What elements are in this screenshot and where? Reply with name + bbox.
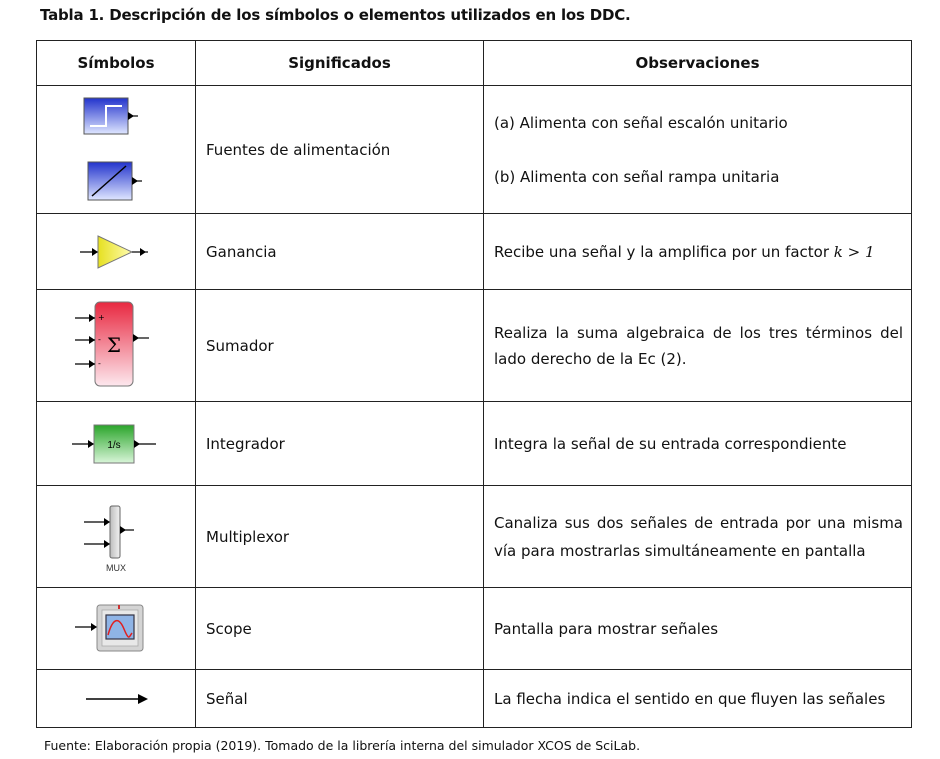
svg-text:+: + <box>98 312 105 322</box>
observation-cell: Integra la señal de su entrada correspondiente <box>484 402 912 486</box>
integrator-block-icon <box>68 421 164 467</box>
symbol-cell <box>37 402 196 486</box>
meaning-cell: Integrador <box>196 402 484 486</box>
multiplexer-block-icon <box>76 500 156 574</box>
svg-text:-: - <box>98 358 101 368</box>
mux-label: MUX <box>106 562 126 573</box>
observation-cell: La flecha indica el sentido en que fluyen las señales <box>484 670 912 728</box>
observation-cell <box>484 486 912 588</box>
meaning-cell: Sumador <box>196 290 484 402</box>
table-row <box>37 86 912 214</box>
sigma-label: Σ <box>106 332 122 357</box>
meaning-cell: Scope <box>196 588 484 670</box>
table-row <box>37 486 912 588</box>
meaning-cell: Multiplexor <box>196 486 484 588</box>
table-row <box>37 402 912 486</box>
source-footnote: Fuente: Elaboración propia (2019). Tomado de la librería interna del simulador XCOS de SciLab. <box>44 738 641 753</box>
arrow-right-icon <box>76 689 156 709</box>
observation-cell: Realiza la suma algebraica de los tres términos del lado derecho de la Ec (2). <box>484 290 912 402</box>
symbol-cell <box>37 214 196 290</box>
step-and-ramp-icons <box>76 94 156 206</box>
header-observations: Observaciones <box>484 41 912 86</box>
observation-cell: Pantalla para mostrar señales <box>484 588 912 670</box>
symbol-cell <box>37 86 196 214</box>
svg-text:-: - <box>98 334 101 344</box>
observation-text: Recibe una señal y la amplifica por un factor <box>494 242 834 261</box>
observation-step: (a) Alimenta con señal escalón unitario <box>494 113 788 132</box>
observation-text: Canaliza sus dos señales de entrada por una misma vía para mostrarlas simultáneamente en pantalla <box>494 513 903 560</box>
meaning-cell: Fuentes de alimentación <box>196 86 484 214</box>
header-symbols: Símbolos <box>37 41 196 86</box>
table-row <box>37 588 912 670</box>
observation-ramp: (b) Alimenta con señal rampa unitaria <box>494 167 780 186</box>
ramp-source-icon <box>88 162 142 200</box>
symbol-cell <box>37 290 196 402</box>
header-meanings: Significados <box>196 41 484 86</box>
gain-triangle-icon <box>76 232 156 272</box>
table-row <box>37 214 912 290</box>
table-header-row <box>37 41 912 86</box>
meaning-cell: Señal <box>196 670 484 728</box>
symbols-table <box>36 40 912 728</box>
symbol-cell <box>37 486 196 588</box>
table-row <box>37 290 912 402</box>
step-source-icon <box>84 98 138 134</box>
table-caption: Tabla 1. Descripción de los símbolos o elementos utilizados en los DDC. <box>40 6 631 24</box>
table-row <box>37 670 912 728</box>
observation-cell <box>484 214 912 290</box>
observation-cell <box>484 86 912 214</box>
symbol-cell <box>37 670 196 728</box>
integrator-label: 1/s <box>107 439 121 451</box>
summation-block-icon <box>71 298 161 394</box>
meaning-cell: Ganancia <box>196 214 484 290</box>
math-expression: k > 1 <box>833 242 875 261</box>
symbol-cell <box>37 588 196 670</box>
scope-block-icon <box>71 603 161 655</box>
